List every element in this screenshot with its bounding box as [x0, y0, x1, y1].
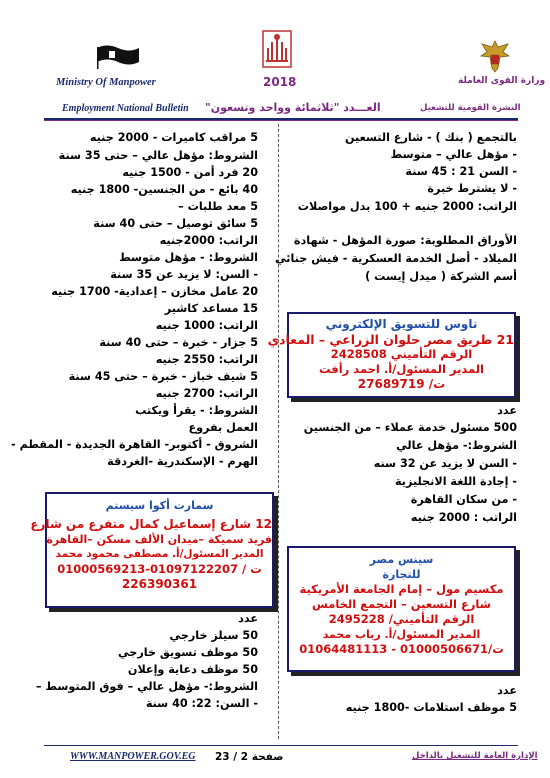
job-line: الراتب : 2000 جنيه [410, 511, 517, 524]
job-line: 20 فرد أمن - 1500 جنيه [122, 166, 258, 179]
issue-number-ar: العـــدد "ثلاثمائة وواحد وتسعون" [205, 101, 381, 114]
job-line: 5 معد طلبات – [178, 200, 258, 213]
company-address: 21 طريق مصر حلوان الزراعي – المعادي [267, 332, 514, 347]
company-manager: المدير المسئول/أ. مصطفى محمود محمد [55, 548, 264, 560]
job-line: 20 عامل مخازن – إعدادية- 1700 جنيه [51, 285, 258, 298]
job-line: 40 بائع - من الجنسين- 1800 جنيه [70, 183, 258, 196]
website-link[interactable]: WWW.MANPOWER.GOV.EG [70, 751, 196, 762]
bulletin-name-ar: النشرة القومية للتشغيل [420, 103, 521, 113]
job-line: الشروط: مؤهل عالي – حتى 35 سنة [58, 149, 258, 162]
job-line: الراتب: 2550 جنيه [155, 353, 258, 366]
company-name: سينس مصر [369, 553, 434, 566]
company-manager: المدير المسئول/أ. رباب محمد [322, 628, 481, 641]
job-line: الهرم - الإسكندرية -الغردقة [107, 455, 258, 468]
job-line: - من سكان القاهرة [410, 493, 517, 506]
job-line: - السن: 22: 40 سنة [145, 697, 258, 710]
job-line: 5 جزار - خبرة – حتى 40 سنة [99, 336, 258, 349]
job-line: الميلاد - أصل الخدمة العسكرية - فيش جنائي [274, 252, 517, 265]
job-line: - السن 21 : 45 سنة [405, 165, 517, 178]
ministry-flag-logo [95, 42, 141, 70]
company-phone: ت/ 27689719 [357, 377, 446, 391]
job-line: الراتب: 2700 جنيه [155, 387, 258, 400]
company-name: للتجارة [382, 568, 421, 581]
job-line: 50 موظف دعاية وإعلان [127, 663, 258, 676]
job-line: - مؤهل عالي – متوسط [390, 148, 517, 161]
company-name: سمارت أكوا سيستم [105, 499, 214, 512]
job-line: عدد [238, 612, 258, 625]
job-line: عدد [497, 404, 517, 417]
company-address: 12 شارع إسماعيل كمال متفرع من شارع [30, 517, 272, 531]
job-line: 5 موظف استلامات -1800 جنيه [345, 701, 517, 714]
bulletin-emblem-logo [262, 30, 292, 68]
job-line: عدد [497, 684, 517, 697]
column-divider [278, 124, 279, 739]
job-line: - لا يشترط خبرة [427, 182, 517, 195]
company-phone: ت/01000506671 - 01064481113 [299, 642, 504, 656]
insurance-number: الرقم التأميني 2428508 [330, 347, 473, 361]
job-line: الشروط:- مؤهل عالي [396, 439, 517, 452]
job-line: 5 مراقب كاميرات - 2000 جنيه [89, 131, 258, 144]
job-line: الشروط:- مؤهل عالي – فوق المتوسط – [35, 680, 258, 693]
job-line: أسم الشركة ( ميدل إيست ) [365, 270, 517, 283]
bulletin-name-en: Employment National Bulletin [62, 103, 189, 114]
company-phone: 226390361 [121, 577, 198, 591]
issue-year: 2018 [263, 75, 297, 89]
ministry-name-ar: وزارة القوى العاملة [458, 76, 546, 86]
insurance-number: الرقم التأميني/ 2495228 [328, 612, 475, 626]
job-line: الراتب: 2000 جنيه + 100 بدل مواصلات [297, 200, 517, 213]
company-address: فريد سميكة –ميدان الألف مسكن –القاهرة [46, 533, 272, 546]
footer-divider [44, 745, 518, 746]
job-line: بالتجمع ( بنك ) - شارع التسعين [344, 131, 517, 144]
job-line: 5 شيف خباز - خبرة – حتى 45 سنة [68, 370, 258, 383]
company-box-smart-aqua [30, 492, 274, 608]
company-address: شارع التسعين – التجمع الخامس [311, 597, 492, 611]
job-line: 5 سائق توصيل – حتى 40 سنة [93, 217, 258, 230]
job-line: الأوراق المطلوبة: صورة المؤهل - شهادة [293, 234, 517, 247]
company-box-sinus [287, 546, 516, 672]
job-line: العمل بفروع [188, 421, 258, 434]
job-line: 15 مساعد كاشير [164, 302, 258, 315]
company-name: ناوس للتسويق الإلكتروني [325, 317, 478, 331]
ministry-name-en: Ministry Of Manpower [56, 77, 156, 88]
company-phone: ت / 01097122207-01000569213 [57, 562, 262, 576]
department-name: الإدارة العامة للتشغيل بالداخل [412, 751, 538, 761]
job-line: الشروط: - يقرأ ويكتب [135, 404, 258, 417]
job-line: 500 مسئول خدمة عملاء – من الجنسين [303, 421, 517, 434]
company-address: مكسيم مول – إمام الجامعة الأمريكية [299, 582, 504, 596]
header-divider [44, 118, 518, 121]
job-line: - السن لا يزيد عن 32 سنه [373, 457, 517, 470]
job-line: 50 موظف تسويق خارجي [117, 646, 258, 659]
company-manager: المدير المسئول/أ. احمد رأفت [318, 362, 484, 376]
job-line: - السن: لا يزيد عن 35 سنة [110, 268, 258, 281]
job-line: الشروق - أكتوبر- القاهرة الجديدة - المقطم - [11, 438, 258, 451]
company-box-naos [267, 312, 516, 398]
job-line: - إجادة اللغة الانجليزية [395, 475, 517, 488]
job-line: 50 سيلز خارجي [169, 629, 258, 642]
eagle-emblem-logo [478, 38, 512, 74]
job-line: الراتب: 1000 جنيه [155, 319, 258, 332]
job-line: الراتب: 2000جنيه [159, 234, 258, 247]
page-number: صفحة 2 / 23 [215, 751, 284, 763]
job-line: الشروط: - مؤهل متوسط [119, 251, 258, 264]
